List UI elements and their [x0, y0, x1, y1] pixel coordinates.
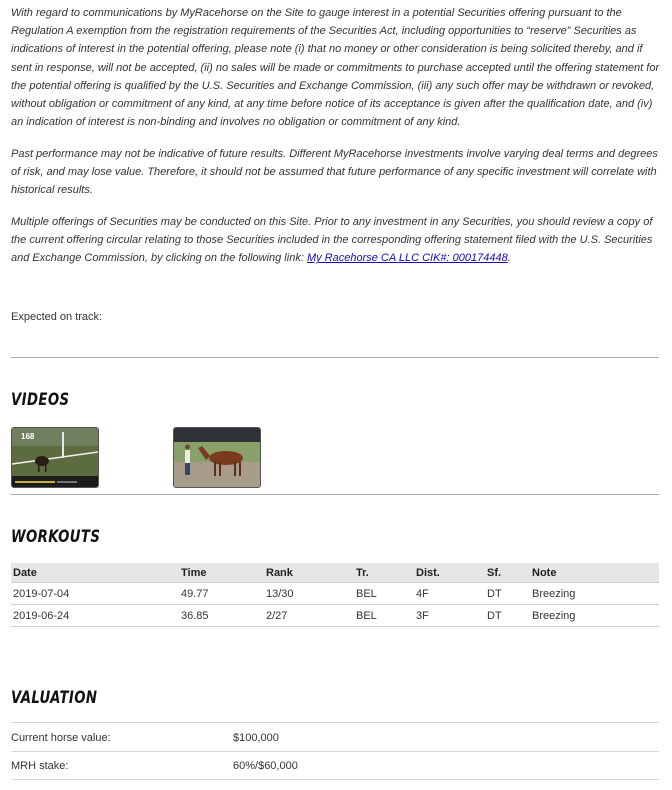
cell-time: 36.85	[179, 605, 264, 627]
column-header: Dist.	[414, 563, 485, 583]
cell-surface: DT	[485, 605, 530, 627]
cell-rank: 13/30	[264, 583, 354, 605]
cell-track: BEL	[354, 605, 414, 627]
cell-note: Breezing	[530, 583, 659, 605]
workouts-table	[11, 563, 659, 627]
divider	[11, 751, 659, 752]
divider	[11, 779, 659, 780]
expected-on-track-label: Expected on track:	[11, 311, 103, 323]
cell-rank: 2/27	[264, 605, 354, 627]
video-thumbnail-1[interactable]	[11, 427, 99, 488]
divider	[11, 357, 659, 358]
current-horse-value-label: Current horse value:	[11, 732, 111, 744]
thumbnail-badge: 168	[21, 432, 35, 441]
column-header: Note	[530, 563, 659, 583]
mrh-stake-label: MRH stake:	[11, 760, 69, 772]
cell-distance: 4F	[414, 583, 485, 605]
divider	[11, 722, 659, 723]
column-header: Date	[11, 563, 179, 583]
current-horse-value: $100,000	[233, 732, 279, 744]
valuation-heading: VALUATION	[11, 688, 98, 708]
cell-date: 2019-06-24	[11, 605, 179, 627]
disclaimer-paragraph-3	[11, 213, 661, 268]
workouts-heading: WORKOUTS	[11, 527, 101, 547]
disclaimer-paragraph-1: With regard to communications by MyRacehorse on the Site to gauge interest in a potential Securities offering pursuant to the Regulation A exemption from the registration requirements of the Securities Act, including opportunities to “reserve” Securities as indications of interest in the potential offering, please note (i) that no money or other consideration is being solicited thereby, and if sent in response, will not be accepted, (ii) no sales will be made or commitments to purchase accepted until the offering statement for the potential offering is qualified by the U.S. Securities and Exchange Commission, (iii) any such offer may be withdrawn or revoked, without obligation or commitment of any kind, at any time before notice of its acceptance is given after the qualification date, and (iv) an indication of interest is non-binding and involves no obligation or commitment of any kind.	[11, 7, 660, 129]
column-header: Sf.	[485, 563, 530, 583]
mrh-stake-value: 60%/$60,000	[233, 760, 298, 772]
disclaimer-paragraph-3-end: .	[507, 252, 511, 265]
video-thumbnail-2[interactable]	[173, 427, 261, 488]
cell-time: 49.77	[179, 583, 264, 605]
cell-track: BEL	[354, 583, 414, 605]
column-header: Rank	[264, 563, 354, 583]
offering-circular-link[interactable]: My Racehorse CA LLC CIK#: 000174448	[306, 252, 508, 265]
disclaimer-paragraph-2: Past performance may not be indicative of future results. Different MyRacehorse investments involve varying deal terms and degrees of risk, and may lose value. Therefore, it should not be assumed that future performance of any specific investment will correlate with historical results.	[11, 148, 658, 197]
divider	[11, 494, 659, 495]
table-header-row	[11, 563, 659, 583]
column-header: Time	[179, 563, 264, 583]
table-row	[11, 583, 659, 605]
cell-date: 2019-07-04	[11, 583, 179, 605]
table-row	[11, 605, 659, 627]
cell-surface: DT	[485, 583, 530, 605]
videos-heading: VIDEOS	[11, 390, 70, 410]
cell-note: Breezing	[530, 605, 659, 627]
horse-image	[174, 428, 260, 487]
cell-distance: 3F	[414, 605, 485, 627]
column-header: Tr.	[354, 563, 414, 583]
disclaimer-paragraph-3-text: Multiple offerings of Securities may be conducted on this Site. Prior to any investment in any Securities, you should review a copy of the current offering circular relating to those Securities included in the corresponding offering statement filed with the U.S. Securities and Exchange Commission, by clicking on the following link:	[11, 216, 653, 265]
